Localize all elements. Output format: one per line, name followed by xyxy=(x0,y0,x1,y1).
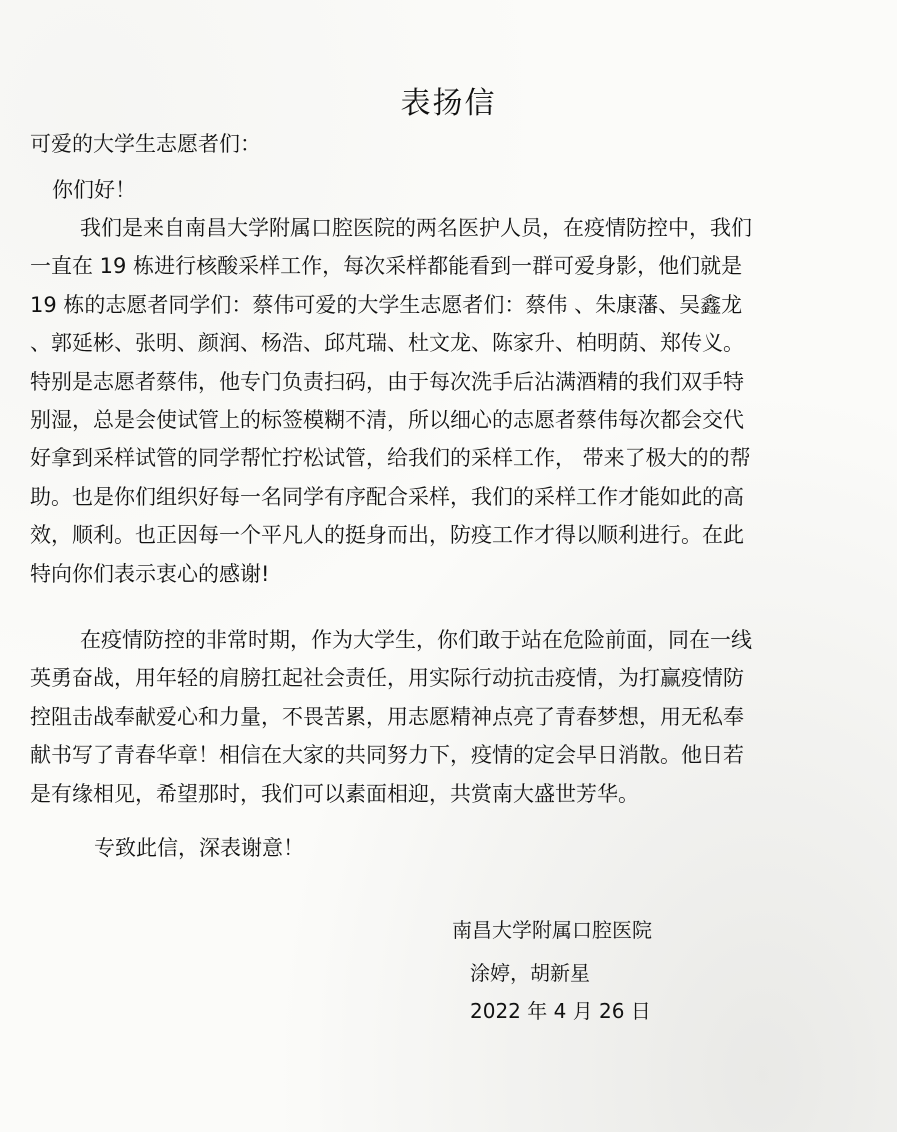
paragraph-line: 效，顺利。也正因每一个平凡人的挺身而出，防疫工作才得以顺利进行。在此 xyxy=(30,523,744,548)
paragraph-line: 一直在 19 栋进行核酸采样工作，每次采样都能看到一群可爱身影，他们就是 xyxy=(30,254,743,279)
paragraph-1 xyxy=(30,209,835,593)
salutation: 可爱的大学生志愿者们： xyxy=(30,132,261,156)
signature-names: 涂婷，胡新星 xyxy=(470,961,590,985)
paragraph-line: 我们是来自南昌大学附属口腔医院的两名医护人员，在疫情防控中，我们 xyxy=(80,216,752,240)
closing-line: 专致此信，深表谢意！ xyxy=(94,836,304,860)
paragraph-line: 、郭延彬、张明、颜润、杨浩、邱芃瑞、杜文龙、陈家升、柏明荫、郑传义。 xyxy=(30,331,744,356)
paragraph-line: 献书写了青春华章！相信在大家的共同努力下，疫情的定会早日消散。他日若 xyxy=(30,743,744,768)
paragraph-2 xyxy=(30,621,835,813)
paragraph-line: 助。也是你们组织好每一名同学有序配合采样，我们的采样工作才能如此的高 xyxy=(30,484,744,509)
paragraph-line: 在疫情防控的非常时期，作为大学生，你们敢于站在危险前面，同在一线 xyxy=(80,628,752,652)
paragraph-line: 英勇奋战，用年轻的肩膀扛起社会责任，用实际行动抗击疫情，为打赢疫情防 xyxy=(30,666,744,691)
paragraph-line: 控阻击战奉献爱心和力量，不畏苦累，用志愿精神点亮了青春梦想，用无私奉 xyxy=(30,704,744,729)
paragraph-line: 19 栋的志愿者同学们：蔡伟可爱的大学生志愿者们：蔡伟 、朱康藩、吴鑫龙 xyxy=(30,292,743,317)
signature-date: 2022 年 4 月 26 日 xyxy=(470,999,651,1023)
paragraph-line: 是有缘相见，希望那时，我们可以素面相迎，共赏南大盛世芳华。 xyxy=(30,781,639,806)
signature-organization: 南昌大学附属口腔医院 xyxy=(452,918,652,942)
paragraph-line: 好拿到采样试管的同学帮忙拧松试管，给我们的采样工作， 带来了极大的的帮 xyxy=(30,446,751,471)
paragraph-line: 特向你们表示衷心的感谢! xyxy=(30,561,270,586)
greeting: 你们好！ xyxy=(52,178,136,202)
paragraph-line: 特别是志愿者蔡伟，他专门负责扫码，由于每次洗手后沾满酒精的我们双手特 xyxy=(30,369,744,394)
paragraph-line: 别湿，总是会使试管上的标签模糊不清，所以细心的志愿者蔡伟每次都会交代 xyxy=(30,407,744,432)
letter-title: 表扬信 xyxy=(400,86,497,121)
